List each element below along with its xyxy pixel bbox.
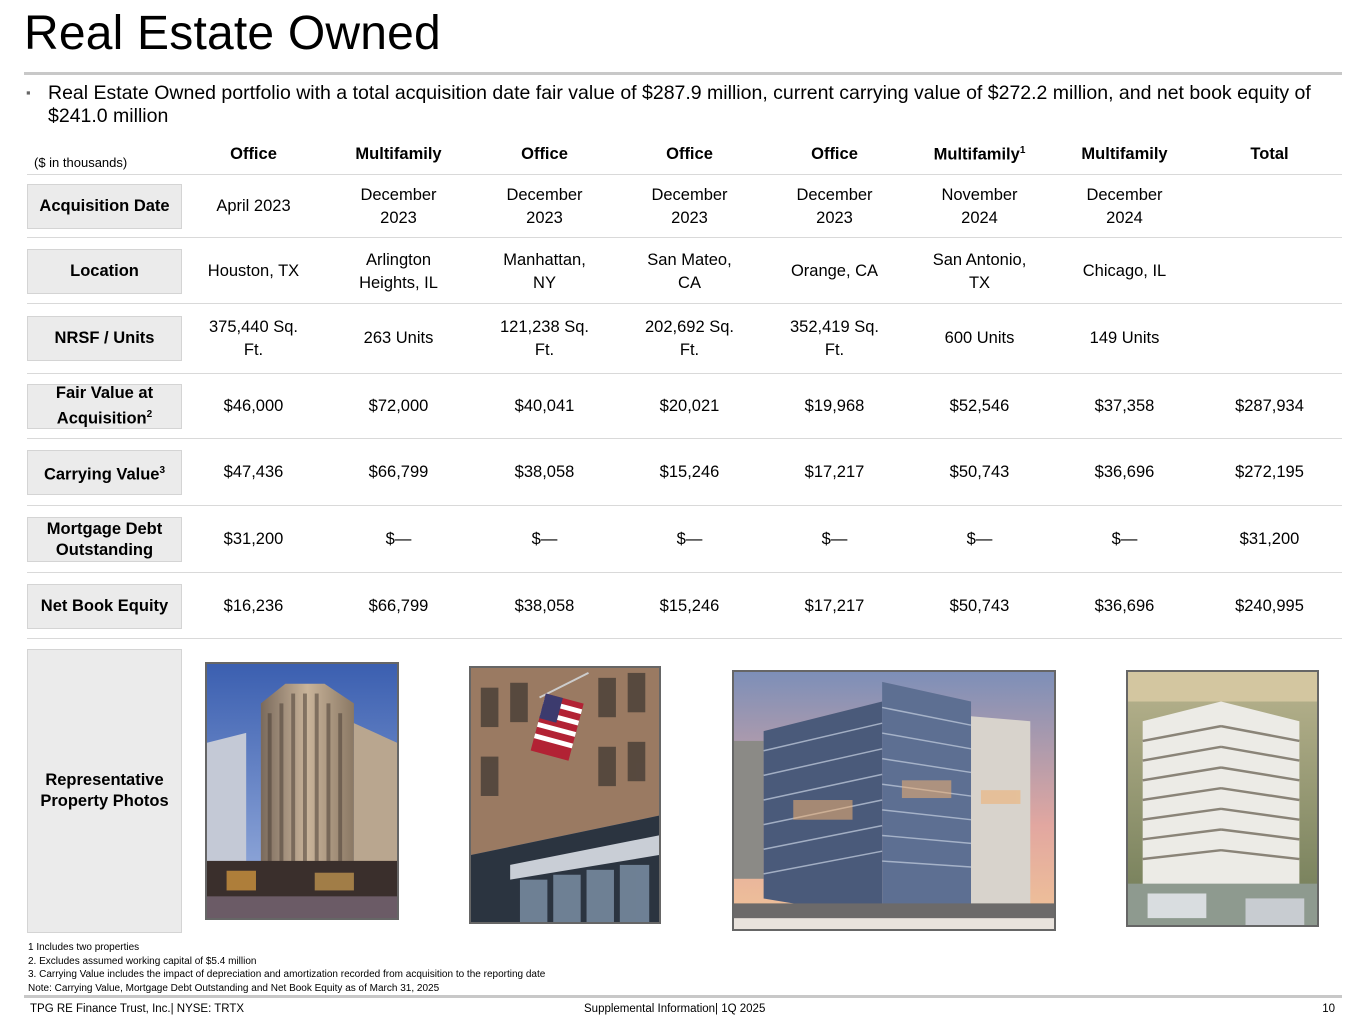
footer-report: Supplemental Information| 1Q 2025	[584, 1003, 766, 1015]
table-cell: December 2023	[506, 185, 583, 227]
row-divider	[27, 438, 1342, 439]
summary-text: Real Estate Owned portfolio with a total acquisition date fair value of $287.9 million, current carrying value of $272.2 million, and net book equity of $241.0 million	[48, 82, 1311, 127]
table-cell: Chicago, IL	[1082, 262, 1167, 280]
table-cell: Houston, TX	[207, 262, 300, 280]
row-label: Carrying Value$^3$	[27, 450, 182, 495]
table-cell: $—	[385, 530, 412, 548]
column-header: Office	[230, 145, 277, 163]
table-cell: $40,041	[514, 397, 575, 415]
table-cell: November 2024	[941, 185, 1018, 227]
table-cell: $—	[1111, 530, 1138, 548]
row-divider	[27, 237, 1342, 238]
column-header: Multifamily$^1$	[933, 145, 1026, 164]
table-cell: $—	[676, 530, 703, 548]
table-cell: $—	[531, 530, 558, 548]
table-cell: $46,000	[223, 397, 284, 415]
table-cell: $31,200	[1239, 530, 1300, 548]
table-cell: $—	[966, 530, 993, 548]
summary-bullet	[26, 82, 1342, 128]
footnote: 1 Includes two properties	[28, 942, 140, 953]
table-cell	[1197, 249, 1342, 294]
units-note: ($ in thousands)	[34, 155, 128, 170]
table-cell: $47,436	[223, 463, 284, 481]
column-header: Office	[666, 145, 713, 163]
row-label: Fair Value at Acquisition$^2$	[27, 384, 182, 429]
table-cell: December 2023	[651, 185, 728, 227]
column-header: Total	[1250, 145, 1289, 163]
table-cell: 600 Units	[944, 329, 1015, 347]
footer-divider	[24, 995, 1342, 998]
table-cell: San Antonio, TX	[932, 250, 1027, 292]
column-header: Office	[521, 145, 568, 163]
column-header: Multifamily	[1081, 145, 1168, 163]
footnote: 2. Excludes assumed working capital of $5.4 million	[28, 955, 257, 967]
table-cell: $38,058	[514, 463, 575, 481]
footnote-ref: 3	[159, 464, 166, 476]
table-cell: 149 Units	[1089, 329, 1160, 347]
row-divider	[27, 174, 1342, 175]
table-cell: $287,934	[1235, 397, 1304, 415]
table-cell: $72,000	[368, 397, 429, 415]
table-cell: 202,692 Sq. Ft.	[645, 317, 734, 359]
table-cell	[1197, 316, 1342, 361]
footnote-ref: 2	[146, 409, 153, 421]
table-cell: $17,217	[804, 597, 865, 615]
property-photo-manhattan	[469, 666, 661, 924]
footnotes	[28, 941, 545, 995]
table-cell: $66,799	[368, 597, 429, 615]
table-cell: $15,246	[659, 597, 720, 615]
table-cell: $20,021	[659, 397, 720, 415]
bullet-icon: ▪	[26, 85, 31, 100]
table-cell: $16,236	[223, 597, 284, 615]
row-label: Acquisition Date	[27, 184, 182, 229]
table-cell: $50,743	[949, 463, 1010, 481]
table-cell: 263 Units	[363, 329, 434, 347]
row-divider	[27, 373, 1342, 374]
footnote-ref: 1	[1019, 145, 1026, 156]
property-photo-orange	[1126, 670, 1319, 927]
table-cell: $36,696	[1094, 463, 1155, 481]
row-divider	[27, 505, 1342, 506]
table-cell	[1197, 184, 1342, 229]
table-cell: Arlington Heights, IL	[359, 250, 438, 292]
table-cell: $66,799	[368, 463, 429, 481]
row-label-photos: Representative Property Photos	[27, 649, 182, 933]
page-number: 10	[1322, 1003, 1335, 1015]
table-cell: Manhattan, NY	[503, 250, 586, 292]
row-divider	[27, 572, 1342, 573]
table-cell: San Mateo, CA	[647, 250, 732, 292]
table-cell: 121,238 Sq. Ft.	[500, 317, 589, 359]
footnote-note: Note: Carrying Value, Mortgage Debt Outstanding and Net Book Equity as of March 31, 2025	[28, 982, 440, 994]
table-cell: $50,743	[949, 597, 1010, 615]
row-label: Net Book Equity	[27, 584, 182, 629]
table-cell: $15,246	[659, 463, 720, 481]
row-label: Location	[27, 249, 182, 294]
table-cell: $272,195	[1235, 463, 1304, 481]
row-divider	[27, 638, 1342, 639]
row-label: NRSF / Units	[27, 316, 182, 361]
row-label: Mortgage Debt Outstanding	[27, 517, 182, 562]
property-photo-san-mateo	[732, 670, 1056, 931]
column-header: Multifamily	[355, 145, 442, 163]
table-cell: 375,440 Sq. Ft.	[209, 317, 298, 359]
row-divider	[27, 303, 1342, 304]
table-cell: Orange, CA	[790, 262, 879, 280]
table-cell: $36,696	[1094, 597, 1155, 615]
table-cell: $37,358	[1094, 397, 1155, 415]
table-cell: $—	[821, 530, 848, 548]
table-cell: December 2023	[360, 185, 437, 227]
table-cell: $38,058	[514, 597, 575, 615]
table-cell: December 2024	[1086, 185, 1163, 227]
footnote: 3. Carrying Value includes the impact of depreciation and amortization recorded from acquisition to the reporting date	[28, 969, 546, 981]
table-cell: $17,217	[804, 463, 865, 481]
table-cell: December 2023	[796, 185, 873, 227]
column-header: Office	[811, 145, 858, 163]
title-divider	[24, 72, 1342, 75]
table-cell: $240,995	[1235, 597, 1304, 615]
property-photo-houston	[205, 662, 399, 920]
table-cell: April 2023	[216, 197, 291, 215]
table-cell: $19,968	[804, 397, 865, 415]
table-cell: $52,546	[949, 397, 1010, 415]
page-title: Real Estate Owned	[24, 7, 441, 60]
table-cell: $31,200	[223, 530, 284, 548]
table-cell: 352,419 Sq. Ft.	[790, 317, 879, 359]
footer-company: TPG RE Finance Trust, Inc.| NYSE: TRTX	[30, 1003, 245, 1015]
